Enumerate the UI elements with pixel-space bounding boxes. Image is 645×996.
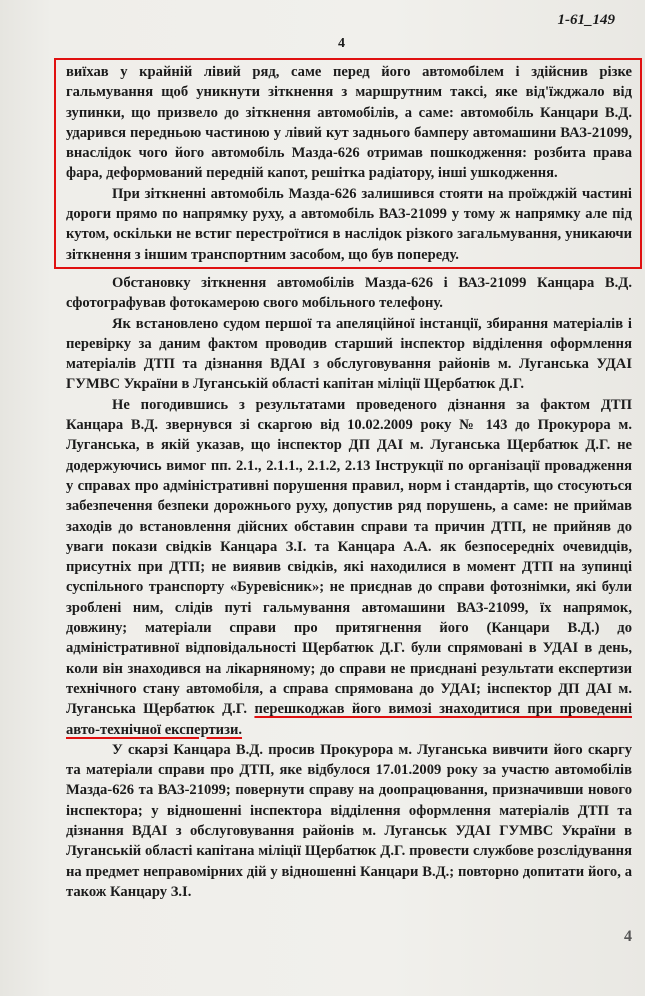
document-id: 1-61_149 xyxy=(557,12,615,28)
paragraph-highlighted-2: При зіткненні автомобіль Мазда-626 залишився стояти на проїжджій частині дороги прямо по напрямку руху, а автомобіль ВАЗ-21099 у тому ж напрямку але під кутом, оскільки не встиг перестроїтися в наслідок різкого загальмування, уникаючи зіткнення з іншим транспортним засобом, що був попереду. xyxy=(66,185,632,263)
margin-mark: 4 xyxy=(624,928,632,945)
document-body xyxy=(66,58,632,902)
paragraph-highlighted-1: виїхав у крайній лівий ряд, саме перед його автомобілем і здійснив різке гальмування щоб уникнути зіткнення з маршрутним таксі, яке від'їжджало від зупинки, що призвело до зіткнення автомобілів, а саме: автомобіль Канцари В.Д. ударився передньою частиною у лівий кут заднього бамперу автомашини ВАЗ-21099, внаслідок чого його автомобіль Мазда-626 отримав пошкодження: розбита права фара, деформований передній капот, решітка радіатору, інші ушкодження. xyxy=(66,64,632,182)
paragraph-request: У скарзі Канцара В.Д. просив Прокурора м. Луганська вивчити його скаргу та матеріали справи про ДТП, яке відбулося 17.01.2009 року за участю автомобілів Мазда-626 та ВАЗ-21099; повернути справу на доопрацювання, призначивши нового інспектора; у відношенні інспектора відділення оформлення матеріалів ДТП та дізнання ВДАІ з обслуговування районів м. Луганськ УДАІ ГУМВС України в Луганській області капітана міліції Щербатюк Д.Г. провести службове розслідування на предмет неправомірних дій у відношенні Канцари В.Д.; повторно допитати його, а також Канцару З.І. xyxy=(66,741,632,900)
underlined-phrase: перешкоджав його вимозі знаходитися при проведенні авто-технічної експертизи. xyxy=(66,701,632,738)
page-number: 4 xyxy=(338,36,345,51)
paragraph-complaint xyxy=(66,395,632,740)
paragraph-investigation: Як встановлено судом першої та апеляційної інстанції, збирання матеріалів і перевірку за даним фактом проводив старший інспектор відділення оформлення матеріалів ДТП та дізнання ВДАІ з обслуговування районів м. Луганська УДАІ ГУМВС України в Луганській області капітан міліції Щербатюк Д.Г. xyxy=(66,315,632,393)
paragraph-photo: Обстановку зіткнення автомобілів Мазда-626 і ВАЗ-21099 Канцара В.Д. сфотографував фотокамерою свого мобільного телефону. xyxy=(66,274,632,312)
highlighted-passage xyxy=(54,58,642,269)
complaint-text: Не погодившись з результатами проведеного дізнання за фактом ДТП Канцара В.Д. звернувся зі скаргою від 10.02.2009 року № 143 до Прокурора м. Луганська, в якій указав, що інспектор ДП ДАІ м. Луганська Щербатюк Д.Г. не додержуючись вимог пп. 2.1., 2.1.1., 2.1.2, 2.13 Інструкції по організації провадження у справах про адміністративні порушення правил, норм і стандартів, що стосуються забезпечення безпеки дорожнього руху, допустив ряд порушень, а саме: не приймав заходів до встановлення дійсних обставин справи та причин ДТП, не прийняв до уваги покази свідків Канцара З.І. та Канцара А.А. як безпосередніх очевидців, присутніх при ДТП; не виявив свідків, які находилися в момент ДТП на зупинці суспільного транспорту «Буревісник»; не приєднав до справи фотознімки, які були зроблені ним, слідів путі гальмування автомашини ВАЗ-21099, їх напрямок, довжину; матеріали справи про притягнення його (Канцари В.Д.) до адміністративної відповідальності Щербатюк Д.Г. були спрямовані в УДАІ в день, коли він знаходився на лікарняному; до справи не приєднані результати експертизи технічного стану автомобіля, а справа спрямована до УДАІ; інспектор ДП ДАІ м. Луганська Щербатюк Д.Г. xyxy=(66,396,632,718)
